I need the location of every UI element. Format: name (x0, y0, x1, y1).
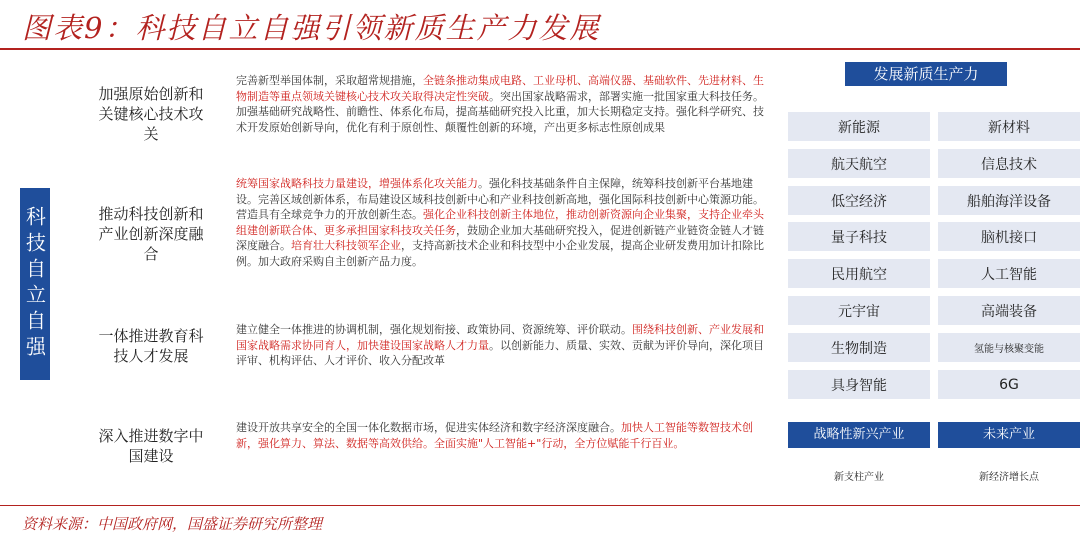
industry-box: 生物制造 (788, 333, 930, 362)
category-label-1: 加强原始创新和关键核心技术攻关 (98, 85, 204, 143)
industry-box: 民用航空 (788, 259, 930, 288)
category-label-3: 一体推进教育科技人才发展 (98, 327, 204, 365)
highlighted-text: 全链条推动集成电路、工业母机、高端仪器、基础软件、先进材料、生物制造等重点领域关键核心技术攻关取得决定性突破 (236, 74, 764, 103)
title-divider (0, 48, 1080, 50)
body-text: 。以创新能力、质量、实效、贡献为评价导向，深化项目评审、机构评估、人才评价、收入分配改革 (236, 338, 764, 367)
highlighted-text: 培育壮大科技领军企业 (291, 239, 401, 252)
body-text: 。突出国家战略需求，部署实施一批国家重大科技任务。加强基础研究战略性、前瞻性、体系化布局，提高基础研究投入比重，加大长期稳定支持。强化科学研究、技术开发原始创新导向，优化有利于原创性、颠覆性创新的环境，产出更多标志性原创成果 (236, 89, 764, 134)
row-description-4 (236, 420, 764, 451)
strategic-industry-label: 战略性新兴产业 (788, 422, 930, 448)
industry-box: 信息技术 (938, 149, 1080, 178)
source-note: 资料来源：中国政府网，国盛证券研究所整理 (22, 515, 323, 533)
future-industry-sublabel: 新经济增长点 (979, 472, 1039, 483)
vertical-label: 科技自立自强 (22, 206, 47, 362)
industry-box: 航天航空 (788, 149, 930, 178)
industry-box: 氢能与核聚变能 (938, 333, 1080, 362)
source-divider (0, 505, 1080, 506)
highlighted-text: 围绕科技创新、产业发展和国家战略需求协同育人，加快建设国家战略人才力量 (236, 323, 764, 352)
vertical-label-bar (20, 188, 50, 380)
industry-box: 船舶海洋设备 (938, 186, 1080, 215)
strategic-industry-sublabel: 新支柱产业 (834, 472, 884, 483)
body-text: 建设开放共享安全的全国一体化数据市场，促进实体经济和数字经济深度融合。 (236, 421, 621, 434)
industry-box: 脑机接口 (938, 222, 1080, 251)
body-text: ，鼓励企业加大基础研究投入，促进创新链产业链资金链人才链深度融合。 (236, 223, 764, 252)
industry-box: 高端装备 (938, 296, 1080, 325)
new-productivity-header: 发展新质生产力 (845, 62, 1007, 86)
body-text: ，支持高新技术企业和科技型中小企业发展，提高企业研发费用加计扣除比例。加大政府采购自主创新产品力度。 (236, 239, 764, 268)
industry-box: 元宇宙 (788, 296, 930, 325)
industry-box: 人工智能 (938, 259, 1080, 288)
industry-box: 新能源 (788, 112, 930, 141)
industry-box: 新材料 (938, 112, 1080, 141)
body-text: 建立健全一体推进的协调机制，强化规划衔接、政策协同、资源统筹、评价联动。 (236, 323, 632, 336)
category-label-2: 推动科技创新和产业创新深度融合 (98, 205, 204, 263)
highlighted-text: 加快人工智能等数智技术创新，强化算力、算法、数据等高效供给。全面实施"人工智能+"行动，全方位赋能千行百业。 (236, 421, 753, 450)
future-industry-label: 未来产业 (938, 422, 1080, 448)
page-title: 图表9：科技自立自强引领新质生产力发展 (22, 11, 601, 45)
industry-box: 低空经济 (788, 186, 930, 215)
row-description-2 (236, 176, 764, 269)
industry-box: 6G (938, 370, 1080, 399)
industry-box: 量子科技 (788, 222, 930, 251)
category-label-4: 深入推进数字中国建设 (98, 427, 204, 465)
body-text: 。强化科技基础条件自主保障，统筹科技创新平台基地建设。完善区域创新体系，布局建设区域科技创新中心和产业科技创新高地，强化国际科技创新中心策源功能。营造具有全球竞争力的开放创新生态。 (236, 177, 764, 221)
industry-box: 具身智能 (788, 370, 930, 399)
row-description-1 (236, 73, 764, 135)
highlighted-text: 强化企业科技创新主体地位，推动创新资源向企业集聚，支持企业牵头组建创新联合体、更多承担国家科技攻关任务 (236, 208, 764, 237)
row-description-3 (236, 322, 764, 369)
body-text: 完善新型举国体制，采取超常规措施， (236, 74, 423, 87)
highlighted-text: 统筹国家战略科技力量建设，增强体系化攻关能力 (236, 177, 478, 190)
